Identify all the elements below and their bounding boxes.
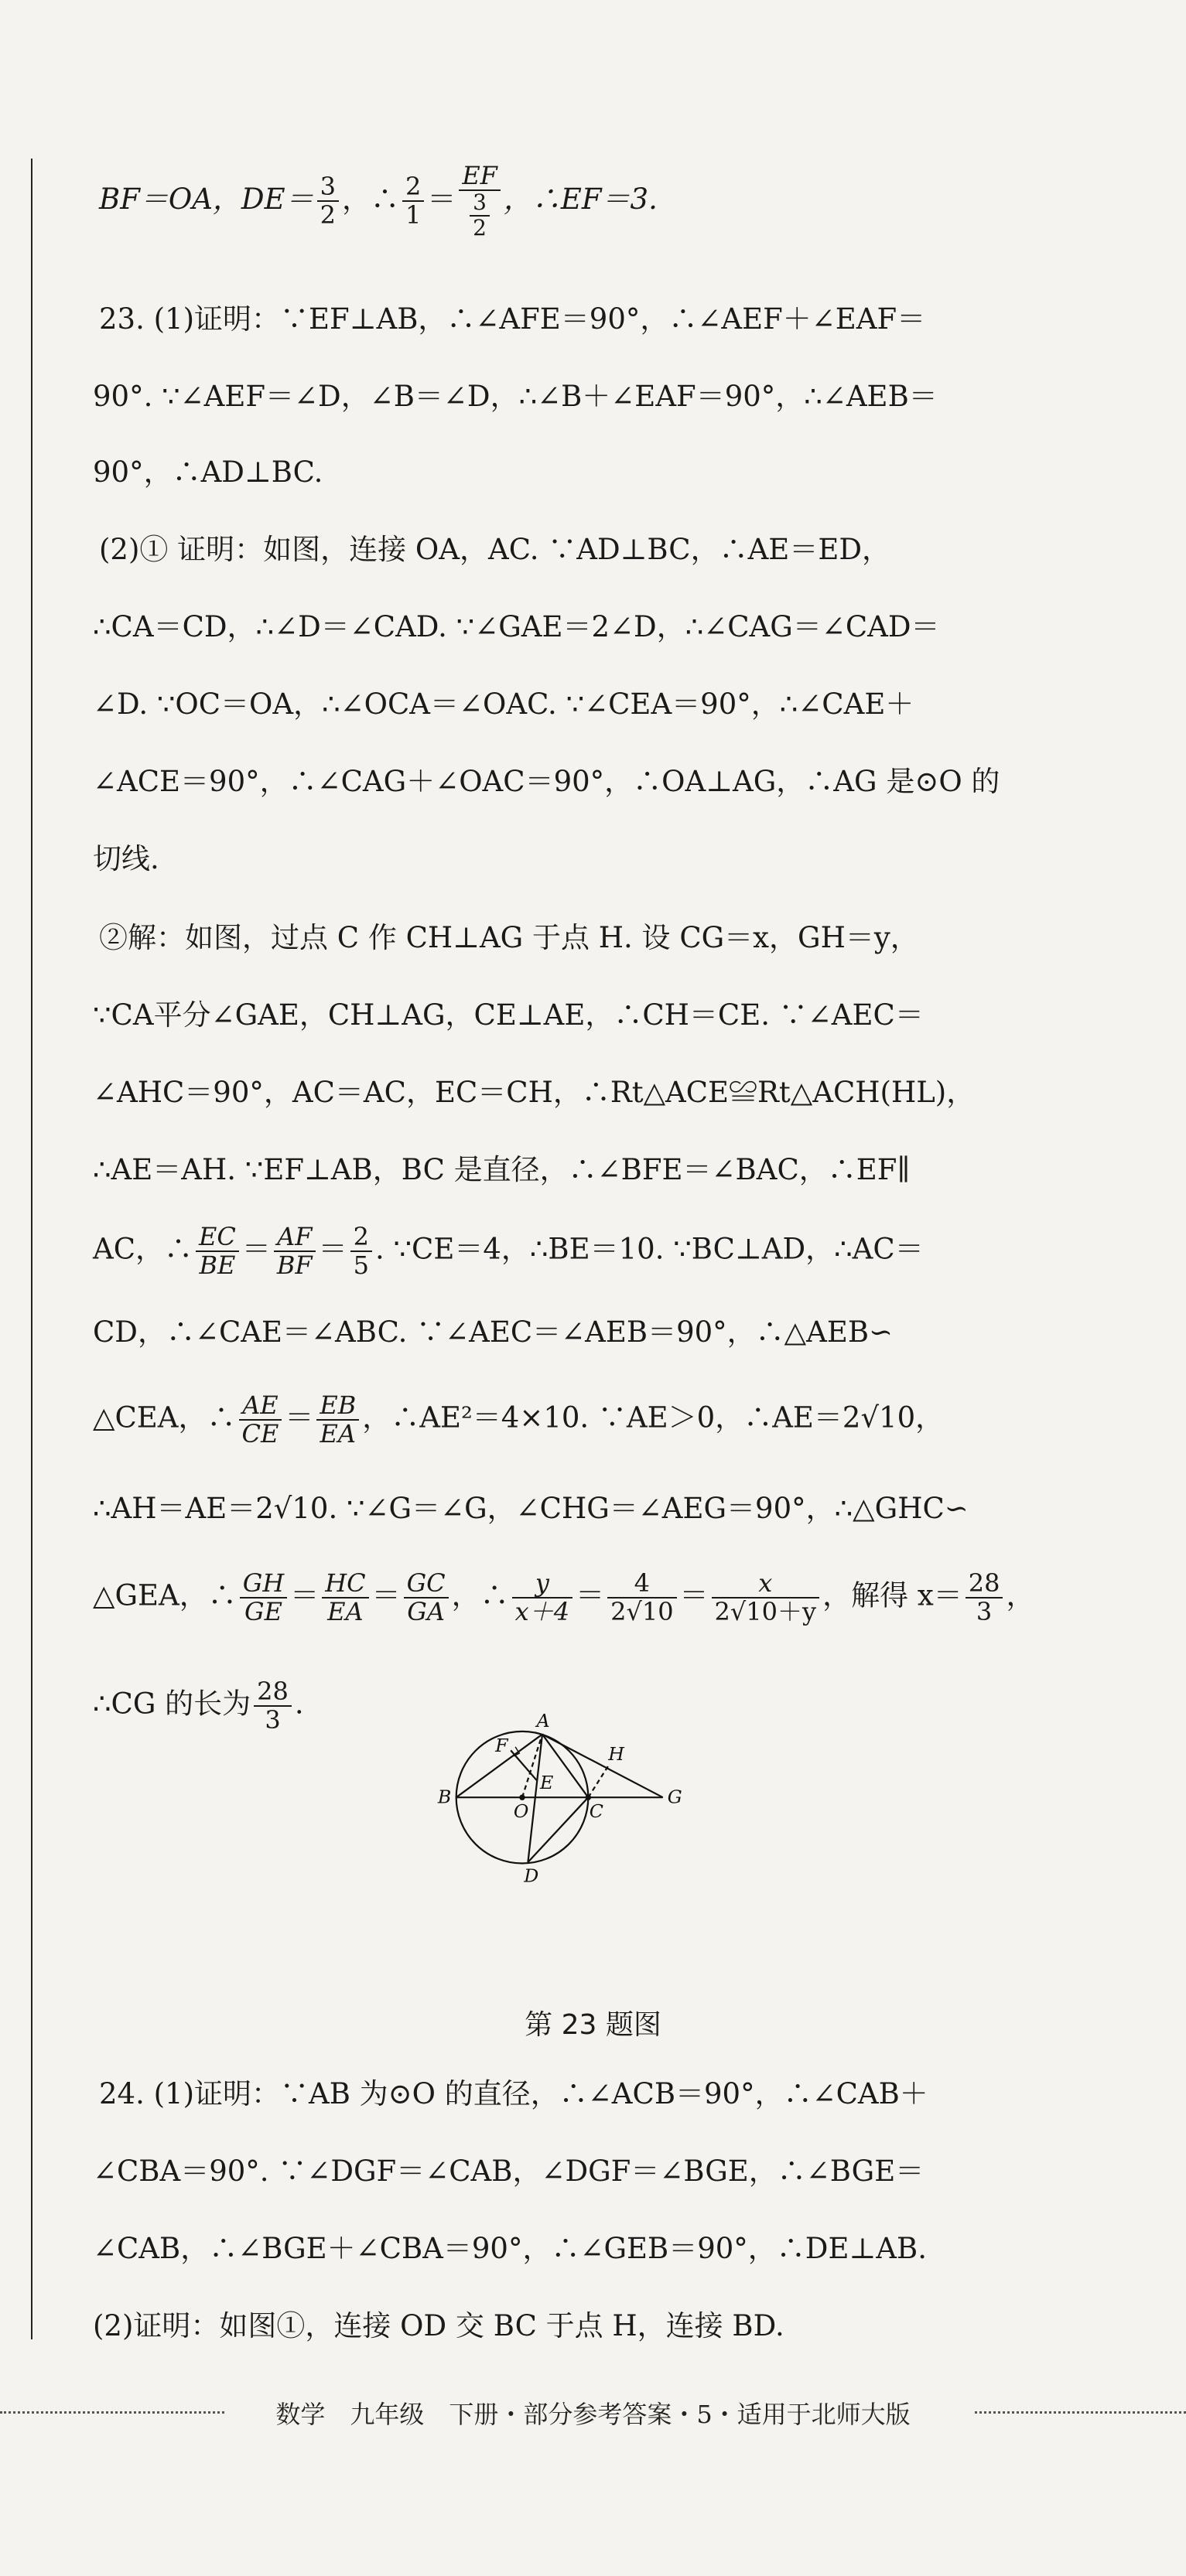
- q23-line-18: ∴CG 的长为 $\frac{28}{3}$ .: [93, 1677, 304, 1735]
- q23-line-8: 切线.: [93, 842, 159, 875]
- fraction: $\frac{2}{5}$: [350, 1223, 372, 1279]
- q23-line-1: 23. (1)证明：∵EF⊥AB，∴∠AFE＝90°，∴∠AEF＋∠EAF＝: [99, 302, 926, 336]
- segment-ch-dashed: [588, 1766, 608, 1797]
- fraction: $\frac{x}{2√10+y}$: [712, 1570, 820, 1626]
- q23-line-17: △GEA，∴ $\frac{GH}{GE}$ ＝ $\frac{HC}{EA}$ ＝ $\frac{GC}{GA}$ ，∴ $\frac{y}{x+4}$ ＝ $\frac{4}{2√10}$ ＝ $\frac{x}{2√10+y}$ ，解得 x＝ $\frac{28}{3}$ ，: [93, 1568, 1035, 1627]
- label-b: B: [437, 1786, 452, 1808]
- q24-line-2: ∠CBA＝90°. ∵∠DGF＝∠CAB，∠DGF＝∠BGE，∴∠BGE＝: [93, 2155, 925, 2188]
- fraction: $\frac{GC}{GA}$: [404, 1570, 449, 1626]
- fraction: $\frac{AF}{BF}$: [274, 1223, 316, 1279]
- geometry-figure-23: [433, 1678, 789, 1980]
- q24-line-4: (2)证明：如图①，连接 OD 交 BC 于点 H，连接 BD.: [93, 2309, 784, 2342]
- line-bf-oa: BF＝OA，DE＝ $\frac{3}{2}$ ，∴ $\frac{2}{1}$ ＝ $\frac{EF}{\frac{3}{2}}$ ，∴EF＝3.: [99, 161, 658, 241]
- fraction: $\frac{GH}{GE}$: [240, 1570, 287, 1626]
- label-g: G: [667, 1786, 682, 1808]
- q23-line-10: ∵CA平分∠GAE，CH⊥AG，CE⊥AE，∴CH＝CE. ∵∠AEC＝: [93, 998, 924, 1032]
- q24-line-3: ∠CAB，∴∠BGE＋∠CBA＝90°，∴∠GEB＝90°，∴DE⊥AB.: [93, 2232, 927, 2265]
- nested-fraction: $\frac{EF}{\frac{3}{2}}$: [459, 162, 501, 241]
- page-footer: 数学 九年级 下册・部分参考答案・5・适用于北师大版: [275, 2400, 911, 2429]
- q23-line-9: ②解：如图，过点 C 作 CH⊥AG 于点 H. 设 CG＝x，GH＝y，: [99, 921, 919, 954]
- label-a: A: [536, 1709, 550, 1732]
- q23-line-5: ∴CA＝CD，∴∠D＝∠CAD. ∵∠GAE＝2∠D，∴∠CAG＝∠CAD＝: [93, 610, 940, 643]
- label-f: F: [495, 1734, 508, 1756]
- label-d: D: [524, 1865, 539, 1887]
- segment-ag: [542, 1735, 663, 1798]
- q24-line-1: 24. (1)证明：∵AB 为⊙O 的直径，∴∠ACB＝90°，∴∠CAB＋: [99, 2077, 928, 2110]
- q23-line-6: ∠D. ∵OC＝OA，∴∠OCA＝∠OAC. ∵∠CEA＝90°，∴∠CAE＋: [93, 688, 914, 721]
- point-c: [586, 1794, 591, 1800]
- q23-line-12: ∴AE＝AH. ∵EF⊥AB，BC 是直径，∴∠BFE＝∠BAC，∴EF∥: [93, 1153, 911, 1186]
- q23-line-4: (2)① 证明：如图，连接 OA，AC. ∵AD⊥BC，∴AE＝ED，: [99, 533, 890, 566]
- fraction: $\frac{3}{2}$: [470, 191, 490, 241]
- fraction: $\frac{EC}{BE}$: [196, 1223, 239, 1279]
- label-o: O: [513, 1800, 529, 1823]
- q23-line-16: ∴AH＝AE＝2√10. ∵∠G＝∠G，∠CHG＝∠AEG＝90°，∴△GHC∽: [93, 1492, 969, 1525]
- fraction: $\frac{2}{1}$: [402, 173, 424, 229]
- figure-caption: 第 23 题图: [525, 2009, 661, 2041]
- q23-line-13: AC，∴ $\frac{EC}{BE}$ ＝ $\frac{AF}{BF}$ ＝ $\frac{2}{5}$ . ∵CE＝4，∴BE＝10. ∵BC⊥AD，∴AC＝: [93, 1222, 924, 1281]
- fraction: $\frac{28}{3}$: [966, 1570, 1003, 1626]
- label-h: H: [608, 1742, 624, 1765]
- fraction: $\frac{HC}{EA}$: [322, 1570, 368, 1626]
- q23-line-15: △CEA，∴ $\frac{AE}{CE}$ ＝ $\frac{EB}{EA}$ ，∴AE²＝4×10. ∵AE＞0，∴AE＝2√10，: [93, 1390, 945, 1449]
- q23-line-3: 90°，∴AD⊥BC.: [93, 455, 323, 489]
- label-c: C: [589, 1800, 603, 1823]
- fraction: $\frac{4}{2√10}$: [607, 1570, 676, 1626]
- label-e: E: [540, 1772, 554, 1794]
- q23-line-11: ∠AHC＝90°，AC＝AC，EC＝CH，∴Rt△ACE≌Rt△ACH(HL)，: [93, 1076, 976, 1109]
- q23-line-2: 90°. ∵∠AEF＝∠D，∠B＝∠D，∴∠B＋∠EAF＝90°，∴∠AEB＝: [93, 380, 938, 413]
- fraction: $\frac{EB}{EA}$: [316, 1392, 359, 1448]
- center-point-o: [519, 1794, 525, 1800]
- fraction: $\frac{AE}{CE}$: [239, 1392, 282, 1448]
- fraction: $\frac{28}{3}$: [254, 1678, 292, 1734]
- q23-line-7: ∠ACE＝90°，∴∠CAG＋∠OAC＝90°，∴OA⊥AG，∴AG 是⊙O 的: [93, 765, 1000, 798]
- fraction: $\frac{3}{2}$: [317, 173, 339, 229]
- q23-line-14: CD，∴∠CAE＝∠ABC. ∵∠AEC＝∠AEB＝90°，∴△AEB∽: [93, 1315, 894, 1349]
- fraction: $\frac{y}{x+4}$: [512, 1570, 572, 1626]
